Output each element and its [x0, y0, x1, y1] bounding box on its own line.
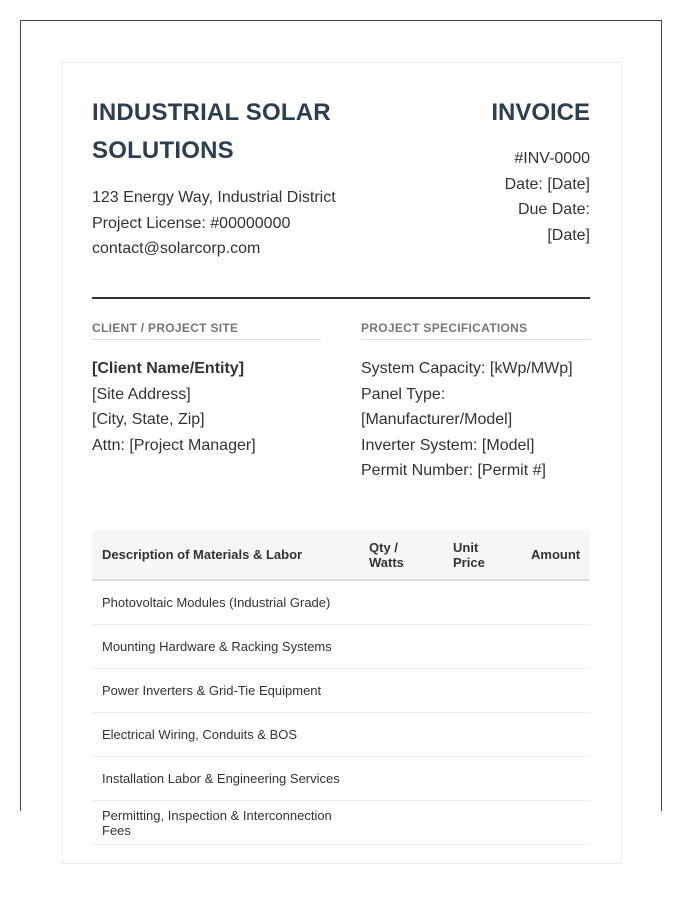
table-row	[92, 801, 590, 845]
row-description: Photovoltaic Modules (Industrial Grade)	[92, 580, 359, 625]
client-info	[92, 356, 321, 458]
table-row	[92, 757, 590, 801]
table-row	[92, 580, 590, 625]
header-amount: Amount	[531, 547, 581, 562]
row-amount	[521, 757, 590, 801]
row-unit-price	[443, 625, 521, 669]
panel-type: Panel Type: [Manufacturer/Model]	[361, 385, 513, 428]
invoice-date: Date: [Date]	[504, 175, 590, 193]
invoice-number: #INV-0000	[514, 150, 590, 167]
table-row	[92, 713, 590, 757]
header-description: Description of Materials & Labor	[102, 547, 303, 562]
row-qty	[359, 801, 443, 845]
row-unit-price	[443, 757, 521, 801]
system-capacity: System Capacity: [kWp/MWp]	[361, 360, 573, 377]
row-unit-price	[443, 713, 521, 757]
table-header-row	[92, 530, 590, 580]
row-unit-price	[443, 669, 521, 713]
header-unit-price: Unit Price	[453, 539, 485, 570]
row-unit-price	[443, 580, 521, 625]
project-license: Project License: #00000000	[92, 214, 291, 232]
company-email: contact@solarcorp.com	[92, 240, 261, 257]
site-city-state-zip: [City, State, Zip]	[92, 411, 205, 428]
company-address-block	[92, 185, 336, 262]
row-qty	[359, 669, 443, 713]
row-amount	[521, 801, 590, 845]
company-name: INDUSTRIAL SOLAR SOLUTIONS	[92, 99, 331, 164]
row-qty	[359, 713, 443, 757]
project-specs	[361, 356, 590, 484]
row-amount	[521, 713, 590, 757]
client-section-heading: CLIENT / PROJECT SITE	[92, 321, 321, 340]
row-description: Power Inverters & Grid-Tie Equipment	[92, 669, 359, 713]
invoice-title: INVOICE	[491, 99, 590, 126]
row-amount	[521, 625, 590, 669]
specs-section-heading: PROJECT SPECIFICATIONS	[361, 321, 590, 340]
header-qty: Qty / Watts	[369, 539, 404, 570]
site-address: [Site Address]	[92, 385, 191, 403]
permit-number: Permit Number: [Permit #]	[361, 462, 546, 479]
line-items-table-wrap	[92, 530, 590, 845]
row-description: Electrical Wiring, Conduits & BOS	[92, 713, 359, 757]
row-qty	[359, 625, 443, 669]
row-amount	[521, 669, 590, 713]
table-row	[92, 625, 590, 669]
document-frame	[20, 20, 662, 838]
row-qty	[359, 580, 443, 625]
inverter-system: Inverter System: [Model]	[361, 436, 535, 454]
row-description: Mounting Hardware & Racking Systems	[92, 625, 359, 669]
company-address: 123 Energy Way, Industrial District	[92, 189, 336, 206]
row-description: Installation Labor & Engineering Services	[92, 757, 359, 801]
row-qty	[359, 757, 443, 801]
invoice-due-date: Due Date: [Date]	[517, 201, 590, 244]
table-row	[92, 669, 590, 713]
client-name: [Client Name/Entity]	[92, 360, 245, 377]
invoice-meta	[430, 146, 590, 248]
row-description: Permitting, Inspection & Interconnection Fees	[92, 801, 359, 845]
line-items-table	[92, 530, 590, 845]
row-unit-price	[443, 801, 521, 845]
client-attention: Attn: [Project Manager]	[92, 436, 256, 454]
header-divider	[92, 297, 590, 299]
row-amount	[521, 580, 590, 625]
